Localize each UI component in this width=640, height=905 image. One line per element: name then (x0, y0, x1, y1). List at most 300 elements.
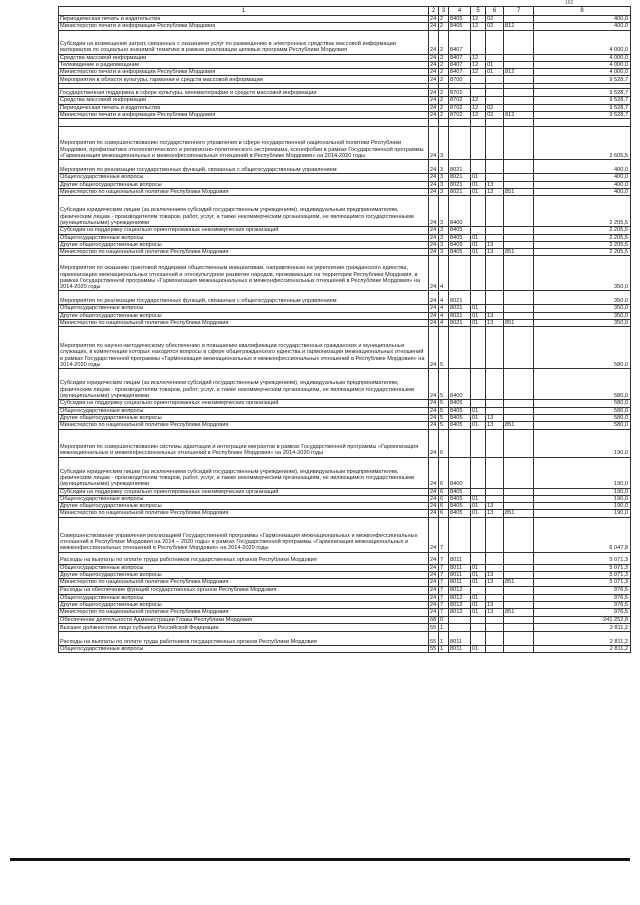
row-code-c: 8011 (449, 631, 471, 645)
row-code-c: 8405 (449, 414, 471, 421)
row-value: 5 071,3 (534, 564, 631, 571)
row-subsection (486, 327, 504, 369)
row-dept (504, 61, 534, 68)
row-dept (504, 503, 534, 510)
row-code-c: 8021 (449, 181, 471, 188)
row-code-a: 24 (429, 54, 439, 61)
row-section (471, 227, 486, 234)
row-name: Общегосударственные вопросы (59, 495, 429, 502)
row-value: 9 528,7 (534, 76, 631, 84)
row-value: 190,0 (534, 429, 631, 457)
row-value: 400,0 (534, 16, 631, 23)
row-dept (504, 594, 534, 601)
row-code-c: 8021 (449, 188, 471, 195)
table-row (59, 188, 631, 195)
row-code-b: 7 (439, 552, 449, 564)
row-code-a: 24 (429, 320, 439, 327)
row-name: Министерство печати и информации Республики Мордовия (59, 112, 429, 119)
row-name: Средства массовой информации (59, 97, 429, 104)
row-code-b: 0 (439, 616, 449, 623)
row-code-c: 8407 (449, 69, 471, 76)
row-code-b: 4 (439, 305, 449, 312)
table-row (59, 422, 631, 429)
row-dept (504, 227, 534, 234)
row-code-a: 24 (429, 23, 439, 30)
row-code-c: 8012 (449, 594, 471, 601)
row-section (471, 552, 486, 564)
table-row (59, 61, 631, 68)
row-code-c: 8405 (449, 503, 471, 510)
row-code-c (449, 119, 471, 127)
row-section (471, 631, 486, 645)
row-code-a: 24 (429, 369, 439, 400)
row-code-a: 24 (429, 422, 439, 429)
row-section: 01 (471, 414, 486, 421)
row-dept (504, 76, 534, 84)
row-dept: 851 (504, 609, 534, 616)
row-name: Расходы на выплаты по оплате труда работников государственных органов Республики Мордовия (59, 631, 429, 645)
row-code-a: 24 (429, 586, 439, 594)
row-section: 01 (471, 174, 486, 181)
row-code-b: 3 (439, 127, 449, 160)
row-name: Общегосударственные вопросы (59, 305, 429, 312)
row-value: 400,0 (534, 188, 631, 195)
row-value: 400,0 (534, 160, 631, 174)
row-name: Другие общегосударственные вопросы (59, 414, 429, 421)
row-value: 400,0 (534, 174, 631, 181)
row-subsection: 02 (486, 112, 504, 119)
row-name: Общегосударственные вопросы (59, 594, 429, 601)
row-subsection: 13 (486, 609, 504, 616)
row-subsection: 13 (486, 241, 504, 248)
row-section: 01 (471, 234, 486, 241)
row-code-a: 24 (429, 234, 439, 241)
row-name: Субсидии юридическим лицам (за исключением субсидий государственным учреждениям), индивидуальным предпринимателям, физическим лицам - производителям товаров, работ, услуг, а также некоммерческим организациям, не являющимся государственными (муниципальными) учреждениями (59, 196, 429, 227)
row-section (471, 30, 486, 54)
row-code-c (449, 256, 471, 291)
table-row (59, 196, 631, 227)
row-code-c: 8405 (449, 241, 471, 248)
row-code-a: 24 (429, 503, 439, 510)
row-code-b: 4 (439, 291, 449, 305)
row-subsection (486, 291, 504, 305)
row-code-b: 3 (439, 188, 449, 195)
row-name: Мероприятия по реализации государственных функций, связанных с общегосударственным управлением (59, 160, 429, 174)
row-section: 12 (471, 69, 486, 76)
row-dept (504, 30, 534, 54)
header-cell-6: 6 (486, 7, 504, 16)
row-code-b: 1 (439, 645, 449, 652)
row-code-a: 24 (429, 609, 439, 616)
row-name: Обеспечение деятельности Администрации Главы Республики Мордовия (59, 616, 429, 623)
row-name: Министерство по национальной политике Республики Мордовия (59, 188, 429, 195)
row-name: Периодическая печать и издательства (59, 104, 429, 111)
row-code-c: 8405 (449, 16, 471, 23)
row-code-c (449, 517, 471, 552)
table-row (59, 609, 631, 616)
row-code-a: 24 (429, 327, 439, 369)
row-name: Общегосударственные вопросы (59, 564, 429, 571)
row-subsection: 13 (486, 320, 504, 327)
table-row (59, 127, 631, 160)
row-value: 580,0 (534, 407, 631, 414)
row-code-b: 4 (439, 256, 449, 291)
row-value: 400,0 (534, 181, 631, 188)
row-section (471, 488, 486, 495)
row-code-a: 24 (429, 69, 439, 76)
row-subsection: 13 (486, 503, 504, 510)
row-code-b: 7 (439, 564, 449, 571)
row-dept (504, 196, 534, 227)
table-row (59, 16, 631, 23)
row-code-a: 24 (429, 249, 439, 256)
row-code-c: 8405 (449, 407, 471, 414)
row-dept: 812 (504, 112, 534, 119)
row-code-a: 24 (429, 517, 439, 552)
row-code-b: 2 (439, 112, 449, 119)
row-name: Общегосударственные вопросы (59, 234, 429, 241)
row-code-b: 6 (439, 495, 449, 502)
row-name: Периодическая печать и издательства (59, 16, 429, 23)
row-code-a: 24 (429, 407, 439, 414)
table-row (59, 234, 631, 241)
row-code-b: 5 (439, 327, 449, 369)
row-name: Высшее должностное лицо субъекта Российской Федерации (59, 623, 429, 631)
row-section (471, 369, 486, 400)
row-value: 976,5 (534, 601, 631, 608)
row-name: Министерство печати и информации Республики Мордовия (59, 23, 429, 30)
row-subsection: 13 (486, 414, 504, 421)
row-code-b: 7 (439, 594, 449, 601)
table-row (59, 369, 631, 400)
row-subsection (486, 400, 504, 407)
row-code-b: 7 (439, 601, 449, 608)
row-dept (504, 407, 534, 414)
row-subsection: 13 (486, 181, 504, 188)
row-code-b: 2 (439, 76, 449, 84)
row-code-b: 2 (439, 69, 449, 76)
row-subsection (486, 623, 504, 631)
table-row (59, 160, 631, 174)
row-dept (504, 517, 534, 552)
row-code-a: 55 (429, 623, 439, 631)
header-cell-7: 7 (504, 7, 534, 16)
row-value: 350,0 (534, 320, 631, 327)
page-number: 162 (565, 0, 574, 6)
row-dept (504, 89, 534, 97)
row-code-b: 2 (439, 30, 449, 54)
row-value: 976,5 (534, 586, 631, 594)
row-section: 12 (471, 16, 486, 23)
row-name: Другие общегосударственные вопросы (59, 181, 429, 188)
row-dept (504, 312, 534, 319)
row-subsection: 02 (486, 104, 504, 111)
row-section: 01 (471, 572, 486, 579)
row-name (59, 119, 429, 127)
row-section: 01 (471, 249, 486, 256)
row-code-c: 8400 (449, 196, 471, 227)
table-row (59, 249, 631, 256)
row-code-b: 2 (439, 104, 449, 111)
row-subsection (486, 174, 504, 181)
row-code-b: 7 (439, 579, 449, 586)
table-row (59, 488, 631, 495)
row-code-a: 24 (429, 291, 439, 305)
row-code-c: 8405 (449, 227, 471, 234)
row-dept (504, 552, 534, 564)
row-code-a: 24 (429, 579, 439, 586)
row-code-a: 24 (429, 104, 439, 111)
table-row (59, 181, 631, 188)
table-row (59, 510, 631, 517)
row-dept: 812 (504, 69, 534, 76)
row-subsection (486, 305, 504, 312)
row-code-b: 3 (439, 227, 449, 234)
row-subsection (486, 495, 504, 502)
row-name: Министерство по национальной политике Республики Мордовия (59, 249, 429, 256)
row-subsection (486, 645, 504, 652)
row-value: 2 205,5 (534, 196, 631, 227)
table-row (59, 631, 631, 645)
row-value: 580,0 (534, 422, 631, 429)
row-code-c: 8011 (449, 552, 471, 564)
table-row (59, 495, 631, 502)
row-name: Другие общегосударственные вопросы (59, 503, 429, 510)
row-name: Мероприятия по оказанию грантовой поддержки общественным инициативам, направленным на укрепление гражданского единства, гармонизацию межнациональных отношений и этнокультурное развитие народов, проживающих на территории Республики Мордовия, в рамках Государственной программы «Гармонизация межнациональных и межконфессиональных отношений в Республике Мордовия» на 2014-2020 годы (59, 256, 429, 291)
row-code-a: 24 (429, 188, 439, 195)
row-value: 190,0 (534, 495, 631, 502)
row-dept (504, 564, 534, 571)
row-code-a: 24 (429, 241, 439, 248)
bottom-rule (10, 858, 630, 861)
row-code-a: 24 (429, 112, 439, 119)
budget-page (58, 6, 630, 653)
row-section (471, 119, 486, 127)
row-code-c: 8407 (449, 30, 471, 54)
row-code-c: 8702 (449, 89, 471, 97)
row-name: Министерство по национальной политике Республики Мордовия (59, 609, 429, 616)
row-subsection (486, 552, 504, 564)
row-value: 976,5 (534, 594, 631, 601)
row-code-b: 3 (439, 160, 449, 174)
table-row (59, 414, 631, 421)
row-subsection: 01 (486, 69, 504, 76)
row-code-a: 24 (429, 76, 439, 84)
row-name: Министерство по национальной политике Республики Мордовия (59, 510, 429, 517)
row-name: Мероприятия в области культуры, гармонии и средств массовой информации (59, 76, 429, 84)
row-name: Другие общегосударственные вопросы (59, 241, 429, 248)
row-code-b: 6 (439, 488, 449, 495)
header-cell-2: 2 (429, 7, 439, 16)
row-subsection (486, 97, 504, 104)
row-name: Мероприятия по совершенствованию государственного управления в сфере государственной национальной политики Республики Мордовия, профилактика этнополитического и религиозно-политического экстремизма, ксенофобии в рамках Государственной программы «Гармонизация межнациональных и межконфессиональных отношений в Республике Мордовия» на 2014-2020 годы (59, 127, 429, 160)
row-section (471, 517, 486, 552)
row-dept (504, 160, 534, 174)
row-section: 12 (471, 104, 486, 111)
row-section: 01 (471, 609, 486, 616)
row-value: 5 071,3 (534, 572, 631, 579)
row-code-c: 8021 (449, 291, 471, 305)
row-subsection: 13 (486, 601, 504, 608)
row-section: 12 (471, 23, 486, 30)
row-value: 2 205,5 (534, 234, 631, 241)
row-code-c: 8405 (449, 23, 471, 30)
row-code-a: 24 (429, 414, 439, 421)
row-value: 2 605,5 (534, 127, 631, 160)
row-subsection (486, 89, 504, 97)
row-code-c: 8405 (449, 495, 471, 502)
row-subsection: 13 (486, 249, 504, 256)
row-code-c: 8011 (449, 579, 471, 586)
row-value: 4 000,0 (534, 30, 631, 54)
row-code-b: 2 (439, 61, 449, 68)
row-name: Мероприятия по реализации государственных функций, связанных с общегосударственным управлением (59, 291, 429, 305)
table-row (59, 552, 631, 564)
row-code-c (449, 623, 471, 631)
row-value: 6 047,8 (534, 517, 631, 552)
row-name: Общегосударственные вопросы (59, 407, 429, 414)
row-code-c: 8405 (449, 510, 471, 517)
row-subsection (486, 234, 504, 241)
row-dept (504, 623, 534, 631)
row-dept: 851 (504, 320, 534, 327)
row-code-a: 24 (429, 127, 439, 160)
row-name: Расходы на обеспечение функций государственных органов Республики Мордовия (59, 586, 429, 594)
row-dept (504, 256, 534, 291)
row-name: Другие общегосударственные вопросы (59, 601, 429, 608)
row-code-c: 8405 (449, 422, 471, 429)
row-section: 01 (471, 422, 486, 429)
row-section: 01 (471, 594, 486, 601)
row-name: Расходы на выплаты по оплате труда работников государственных органов Республики Мордовия (59, 552, 429, 564)
row-value: 350,0 (534, 312, 631, 319)
table-row (59, 119, 631, 127)
row-code-c (449, 616, 471, 623)
table-row (59, 76, 631, 84)
row-value: 5 071,3 (534, 552, 631, 564)
row-subsection (486, 488, 504, 495)
row-subsection (486, 76, 504, 84)
row-name: Министерство печати и информации Республики Мордовия (59, 69, 429, 76)
row-code-b: 7 (439, 609, 449, 616)
row-value: 580,0 (534, 327, 631, 369)
row-code-b: 3 (439, 241, 449, 248)
row-subsection (486, 429, 504, 457)
table-row (59, 227, 631, 234)
row-code-b: 2 (439, 23, 449, 30)
row-code-b: 4 (439, 320, 449, 327)
row-section (471, 623, 486, 631)
row-subsection (486, 407, 504, 414)
row-name: Средства массовой информации (59, 54, 429, 61)
row-name: Государственная поддержка в сфере культуры, кинематографии и средств массовой информации (59, 89, 429, 97)
table-row (59, 54, 631, 61)
row-dept (504, 616, 534, 623)
row-code-a: 24 (429, 510, 439, 517)
row-value: 9 528,7 (534, 89, 631, 97)
row-code-b: 5 (439, 422, 449, 429)
row-dept (504, 601, 534, 608)
row-dept (504, 104, 534, 111)
row-value: 4 000,0 (534, 69, 631, 76)
budget-table (58, 6, 631, 653)
row-code-b: 3 (439, 196, 449, 227)
header-row (59, 7, 631, 16)
row-subsection: 01 (486, 61, 504, 68)
row-value: 190,0 (534, 488, 631, 495)
header-cell-4: 4 (449, 7, 471, 16)
row-code-b: 5 (439, 369, 449, 400)
row-code-b: 2 (439, 97, 449, 104)
row-dept: 851 (504, 249, 534, 256)
table-row (59, 104, 631, 111)
row-code-a: 24 (429, 181, 439, 188)
row-value: 350,0 (534, 305, 631, 312)
row-code-c: 8400 (449, 457, 471, 488)
header-cell-8: 8 (534, 7, 631, 16)
row-code-c: 8702 (449, 112, 471, 119)
row-code-b: 6 (439, 429, 449, 457)
table-row (59, 400, 631, 407)
row-dept (504, 241, 534, 248)
row-code-b: 2 (439, 16, 449, 23)
row-section: 01 (471, 241, 486, 248)
table-row (59, 97, 631, 104)
row-dept (504, 631, 534, 645)
row-code-a: 24 (429, 488, 439, 495)
row-value: 2 205,5 (534, 227, 631, 234)
row-name: Субсидии на возмещение затрат, связанных с оказанием услуг по размещению в электронных средствах массовой информации материалов по социально значимой тематике в рамках реализации целевых программ Республики Мордовия (59, 30, 429, 54)
row-dept (504, 457, 534, 488)
row-value: 190,0 (534, 457, 631, 488)
row-subsection (486, 54, 504, 61)
table-row (59, 305, 631, 312)
row-dept: 851 (504, 188, 534, 195)
row-code-b: 3 (439, 249, 449, 256)
row-code-c: 8702 (449, 97, 471, 104)
row-section (471, 160, 486, 174)
row-value: 5 071,3 (534, 579, 631, 586)
row-code-a: 24 (429, 256, 439, 291)
row-section (471, 291, 486, 305)
row-value: 580,0 (534, 369, 631, 400)
row-code-c: 8702 (449, 104, 471, 111)
row-dept (504, 54, 534, 61)
row-section: 01 (471, 645, 486, 652)
row-dept (504, 16, 534, 23)
row-dept (504, 400, 534, 407)
row-section: 01 (471, 305, 486, 312)
row-dept: 851 (504, 579, 534, 586)
table-row (59, 645, 631, 652)
row-name: Другие общегосударственные вопросы (59, 312, 429, 319)
row-dept (504, 586, 534, 594)
row-name: Мероприятия по научно-методическому обеспечению и повышению квалификации государственных гражданских и муниципальных служащих, в компетенции которых находятся вопросы в сфере общегражданского единства и гармонизации межнациональных отношений в рамках Государственной программы «Гармонизация межнациональных и межконфессиональных отношений в Республике Мордовия» на 2014-2020 годы (59, 327, 429, 369)
table-row (59, 241, 631, 248)
row-name: Общегосударственные вопросы (59, 645, 429, 652)
row-section: 01 (471, 188, 486, 195)
row-section: 01 (471, 564, 486, 571)
row-section: 12 (471, 61, 486, 68)
row-dept (504, 174, 534, 181)
row-name: Общегосударственные вопросы (59, 174, 429, 181)
row-code-b: 3 (439, 174, 449, 181)
row-dept (504, 369, 534, 400)
row-dept (504, 495, 534, 502)
row-dept (504, 291, 534, 305)
row-section: 01 (471, 510, 486, 517)
table-row (59, 30, 631, 54)
